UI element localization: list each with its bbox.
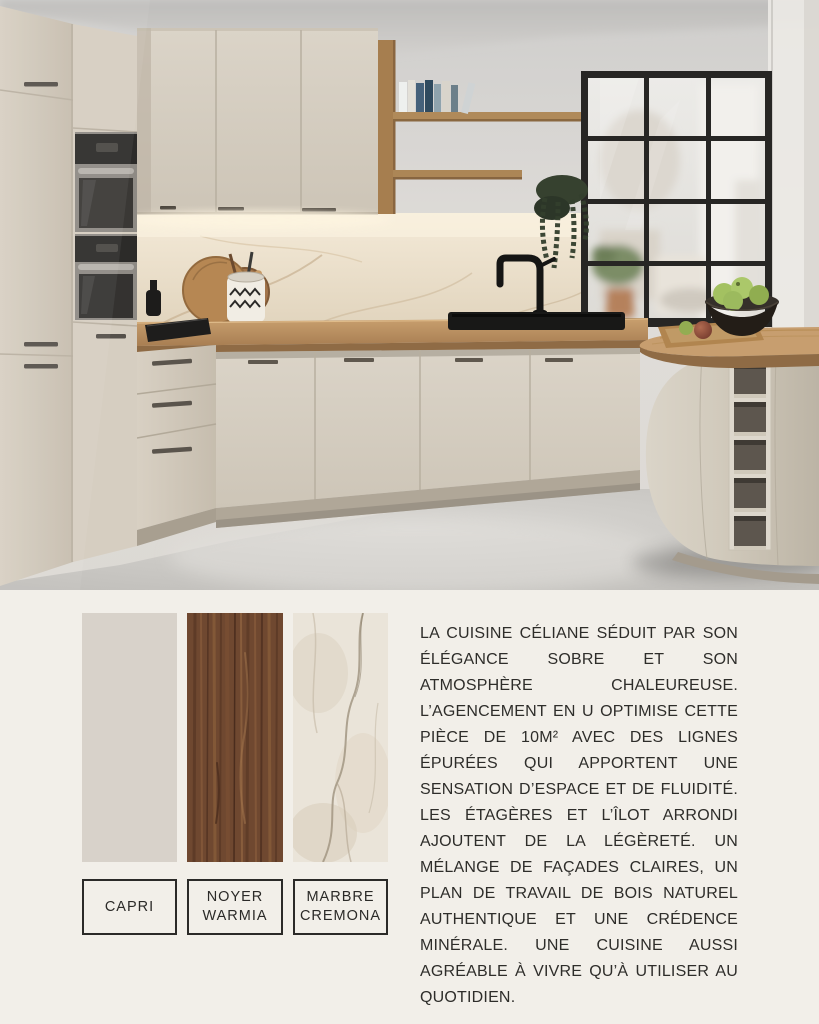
swatch-noyer-warmia — [187, 613, 283, 862]
plum — [694, 321, 712, 339]
drawer-stack — [137, 345, 216, 546]
wine-rack — [729, 358, 771, 550]
cabinet-handle — [248, 360, 278, 364]
upper-cabinets — [130, 28, 390, 229]
swatch-label-marbre-cremona — [293, 879, 388, 935]
apple — [749, 285, 769, 305]
lime — [679, 321, 693, 335]
cabinet-handle — [545, 358, 573, 362]
swatch-label-text: NOYER WARMIA — [202, 889, 268, 924]
cabinet-handle — [218, 207, 244, 211]
cabinet-handle — [344, 358, 374, 362]
bottle — [146, 290, 161, 316]
cabinet-handle — [455, 358, 483, 362]
swatch-marbre-cremona — [293, 613, 388, 862]
cabinet-handle — [302, 208, 336, 212]
description-paragraph: LA CUISINE CÉLIANE SÉDUIT PAR SON ÉLÉGANCE SOBRE ET SON ATMOSPHÈRE CHALEUREUSE. L’AGENCEMENT EN U OPTIMISE CETTE PIÈCE DE 10M² AVEC DES LIGNES ÉPURÉES QUI APPORTENT UNE SENSATION D’ESPACE ET DE FLUIDITÉ. LES ÉTAGÈRES ET L’ÎLOT ARRONDI AJOUTENT DE LA LÉGÈRETÉ. UN MÉLANGE DE FAÇADES CLAIRES, UN PLAN DE TRAVAIL DE BOIS NATUREL AUTHENTIQUE ET UNE CRÉDENCE MINÉRALE. UNE CUISINE AUSSI AGRÉABLE À VIVRE QU’À UTILISER AU QUOTIDIEN. — [420, 625, 738, 1006]
cabinet-handle — [160, 206, 176, 210]
apple — [723, 291, 743, 311]
swatch-label-noyer-warmia — [187, 879, 283, 935]
swatch-label-text: CAPRI — [104, 898, 155, 915]
swatch-label-text: MARBRE CREMONA — [299, 889, 382, 924]
swatch-capri — [82, 613, 177, 862]
swatch-label-capri — [82, 879, 177, 935]
